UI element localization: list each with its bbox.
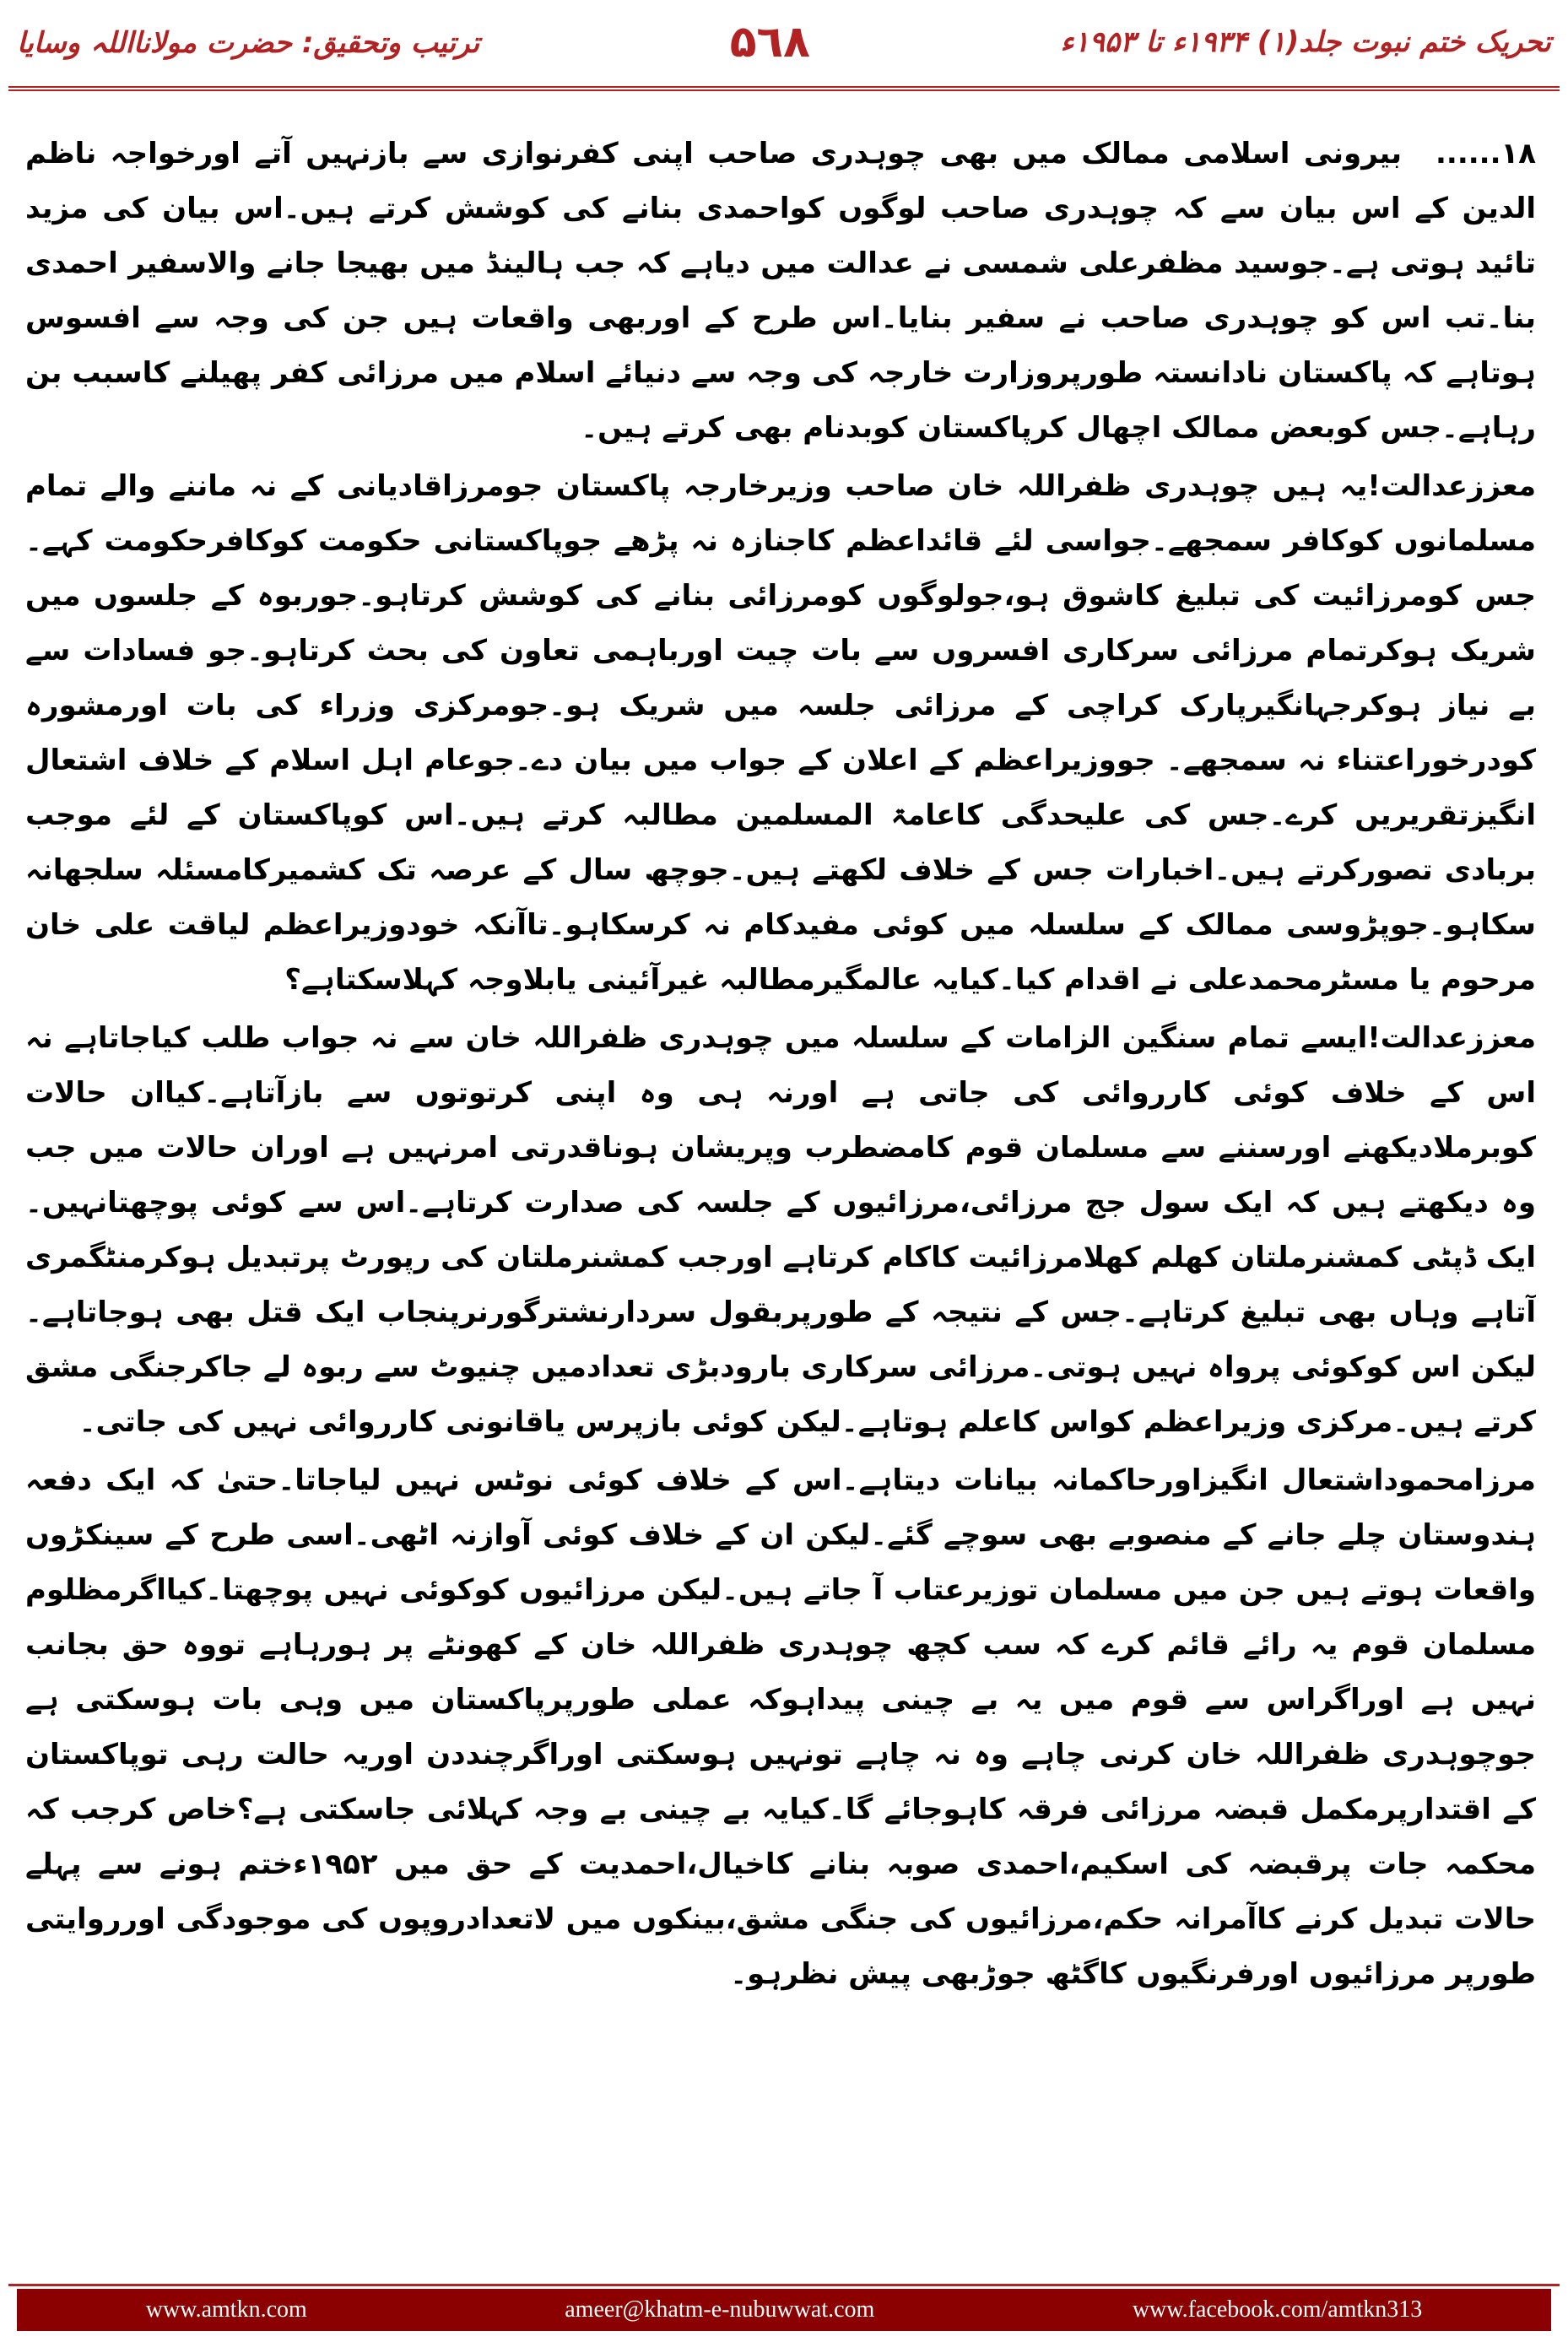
- page-footer: [17, 2289, 1551, 2331]
- page-header: [17, 0, 1551, 84]
- paragraph-2: معززعدالت!یہ ہیں چوہدری ظفراللہ خان صاحب وزیرخارجہ پاکستان جومرزاقادیانی کے نہ ماننے والے تمام مسلمانوں کوکافر سمجھے۔جواسی لئے قائداعظم کاجنازہ نہ پڑھے جوپاکستانی حکومت کوکافرحکومت کہے۔جس کومرزائیت کی تبلیغ کاشوق ہو،جولوگوں کومرزائی بنانے کی کوشش کرتاہو۔جوربوہ کے جلسوں میں شریک ہوکرتمام مرزائی سرکاری افسروں سے بات چیت اورباہمی تعاون کی بحث کرتاہو۔جو فسادات سے بے نیاز ہوکرجہانگیرپارک کراچی کے مرزائی جلسہ میں شریک ہو۔جومرکزی وزراء کی بات اورمشورہ کودرخوراعتناء نہ سمجھے۔ جووزیراعظم کے اعلان کے جواب میں بیان دے۔جوعام اہل اسلام کے خلاف اشتعال انگیزتقریریں کرے۔جس کی علیحدگی کاعامۃ المسلمین مطالبہ کرتے ہیں۔اس کوپاکستان کے لئے موجب بربادی تصورکرتے ہیں۔اخبارات جس کے خلاف لکھتے ہیں۔جوچھ سال کے عرصہ تک کشمیرکامسئلہ سلجھانہ سکاہو۔جوپڑوسی ممالک کے سلسلہ میں کوئی مفیدکام نہ کرسکاہو۔تاآنکہ خودوزیراعظم لیاقت علی خان مرحوم یا مسٹرمحمدعلی نے اقدام کیا۔کیایہ عالمگیرمطالبہ غیرآئینی یابلاوجہ کہلاسکتاہے؟: [25, 469, 1536, 997]
- page-body: [25, 127, 1536, 2262]
- email-link[interactable]: ameer@khatm-e-nubuwwat.com: [565, 2296, 875, 2323]
- header-rule: [8, 86, 1560, 91]
- paragraph-1-text: بیرونی اسلامی ممالک میں بھی چوہدری صاحب اپنی کفرنوازی سے بازنہیں آتے اورخواجہ ناظم الدین کے اس بیان سے کہ چوہدری صاحب لوگوں کواحمدی بنانے کی کوشش کرتے ہیں۔اس بیان کی مزید تائید ہوتی ہے۔جوسید مظفرعلی شمسی نے عدالت میں دیاہے کہ جب ہالینڈ میں بھیجا جانے والاسفیر احمدی بنا۔تب اس کو چوہدری صاحب نے سفیر بنایا۔اس طرح کے اوربھی واقعات ہیں جن کی وجہ سے افسوس ہوتاہے کہ پاکستان نادانستہ طورپروزارت خارجہ کی وجہ سے دنیائے اسلام میں مرزائی کفر پھیلنے کاسبب بن رہاہے۔جس کوبعض ممالک اچھال کرپاکستان کوبدنام بھی کرتے ہیں۔: [25, 137, 1536, 445]
- series-title: تحریک ختم نبوت جلد(۱) ۱۹۳۴ء تا ۱۹۵۳ء: [1060, 25, 1551, 59]
- item-number: ۱۸......: [1435, 137, 1536, 170]
- facebook-link[interactable]: www.facebook.com/amtkn313: [1132, 2296, 1423, 2323]
- page-number: ۵٦۸: [729, 17, 810, 68]
- website-link[interactable]: www.amtkn.com: [145, 2296, 307, 2323]
- paragraph-4: مرزامحموداشتعال انگیزاورحاکمانہ بیانات دیتاہے۔اس کے خلاف کوئی نوٹس نہیں لیاجاتا۔حتیٰ کہ ایک دفعہ ہندوستان چلے جانے کے منصوبے بھی سوچے گئے۔لیکن ان کے خلاف کوئی آوازنہ اٹھی۔اسی طرح کے سینکڑوں واقعات ہوتے ہیں جن میں مسلمان توزیرعتاب آ جاتے ہیں۔لیکن مرزائیوں کوکوئی نہیں پوچھتا۔کیااگرمظلوم مسلمان قوم یہ رائے قائم کرے کہ سب کچھ چوہدری ظفراللہ خان کے کھونٹے پر ہورہاہے تووہ حق بجانب نہیں ہے اوراگراس سے قوم میں یہ بے چینی پیداہوکہ عملی طورپرپاکستان میں وہی بات ہوسکتی ہے جوچوہدری ظفراللہ خان کرنی چاہے وہ نہ چاہے تونہیں ہوسکتی اوراگرچنددن اوریہ حالت رہی توپاکستان کے اقتدارپرمکمل قبضہ مرزائی فرقہ کاہوجائے گا۔کیایہ بے چینی بے وجہ کہلائی جاسکتی ہے؟خاص کرجب کہ محکمہ جات پرقبضہ کی اسکیم،احمدی صوبہ بنانے کاخیال،احمدیت کے حق میں ۱۹۵۲ءختم ہونے سے پہلے حالات تبدیل کرنے کاآمرانہ حکم،مرزائیوں کی جنگی مشق،بینکوں میں لاتعدادروپوں کی موجودگی اورروایتی طورپر مرزائیوں اورفرنگیوں کاگٹھ جوڑبھی پیش نظرہو۔: [25, 1463, 1536, 1991]
- paragraph-1: [25, 127, 1536, 456]
- footer-rule: [8, 2284, 1560, 2286]
- paragraph-3: معززعدالت!ایسے تمام سنگین الزامات کے سلسلہ میں چوہدری ظفراللہ خان سے نہ جواب طلب کیاجاتاہے نہ اس کے خلاف کوئی کارروائی کی جاتی ہے اورنہ ہی وہ اپنی کرتوتوں سے بازآتاہے۔کیاان حالات کوبرملادیکھنے اورسننے سے مسلمان قوم کامضطرب وپریشان ہوناقدرتی امرنہیں ہے اوران حالات میں جب وہ دیکھتے ہیں کہ ایک سول جج مرزائی،مرزائیوں کے جلسہ کی صدارت کرتاہے۔اس سے کوئی پوچھتانہیں۔ایک ڈپٹی کمشنرملتان کھلم کھلامرزائیت کاکام کرتاہے اورجب کمشنرملتان کی رپورٹ پرتبدیل ہوکرمنٹگمری آتاہے وہاں بھی تبلیغ کرتاہے۔جس کے نتیجہ کے طورپربقول سردارنشترگورنرپنجاب ایک قتل بھی ہوجاتاہے۔لیکن اس کوکوئی پرواہ نہیں ہوتی۔مرزائی سرکاری بارودبڑی تعدادمیں چنیوٹ سے ربوہ لے جاکرجنگی مشق کرتے ہیں۔مرکزی وزیراعظم کواس کاعلم ہوتاہے۔لیکن کوئی بازپرس یاقانونی کارروائی نہیں کی جاتی۔: [25, 1021, 1536, 1439]
- compiler-credit: ترتیب وتحقیق: حضرت مولانااللہ وسایا: [17, 25, 480, 60]
